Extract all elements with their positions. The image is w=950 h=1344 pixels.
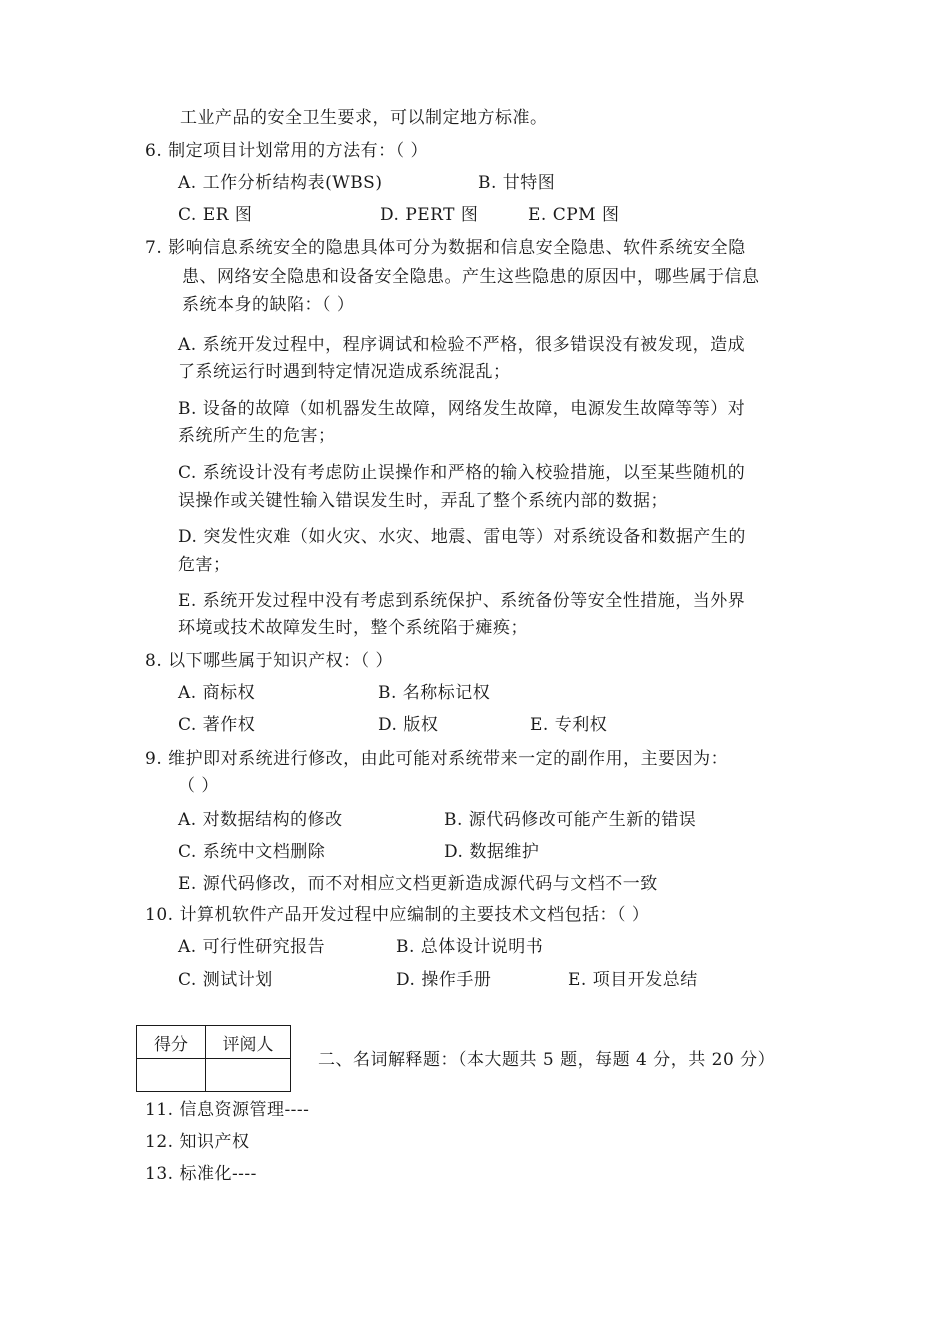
question-10-option-c: C. 测试计划 [178, 970, 273, 990]
question-8-option-e: E. 专利权 [530, 715, 608, 735]
question-8-option-c: C. 著作权 [178, 715, 256, 735]
question-8-stem: 8. 以下哪些属于知识产权：（ ） [145, 651, 394, 671]
question-9-option-b: B. 源代码修改可能产生新的错误 [444, 810, 697, 830]
continuation-text: 工业产品的安全卫生要求，可以制定地方标准。 [180, 108, 548, 128]
question-7-option-e-line2: 环境或技术故障发生时，整个系统陷于瘫痪； [178, 618, 528, 638]
question-6-option-b: B. 甘特图 [478, 173, 556, 193]
score-label: 得分 [137, 1026, 206, 1059]
question-6-option-d: D. PERT 图 [380, 205, 479, 225]
question-9-stem-line1: 9. 维护即对系统进行修改，由此可能对系统带来一定的副作用，主要因为： [145, 749, 729, 769]
question-6-option-c: C. ER 图 [178, 205, 253, 225]
question-9-option-a: A. 对数据结构的修改 [178, 810, 343, 830]
question-9-option-e: E. 源代码修改，而不对相应文档更新造成源代码与文档不一致 [178, 874, 658, 894]
question-11: 11. 信息资源管理---- [145, 1100, 310, 1120]
question-7-option-b-line1: B. 设备的故障（如机器发生故障，网络发生故障，电源发生故障等等）对 [178, 399, 746, 419]
question-10-option-a: A. 可行性研究报告 [178, 937, 326, 957]
question-8-option-b: B. 名称标记权 [378, 683, 491, 703]
question-7-option-d-line1: D. 突发性灾难（如火灾、水灾、地震、雷电等）对系统设备和数据产生的 [178, 527, 746, 547]
question-9-option-c: C. 系统中文档删除 [178, 842, 326, 862]
question-6-stem: 6. 制定项目计划常用的方法有：（ ） [145, 141, 429, 161]
question-7-option-a-line2: 了系统运行时遇到特定情况造成系统混乱； [178, 362, 511, 382]
question-9-option-d: D. 数据维护 [444, 842, 540, 862]
question-7-option-c-line1: C. 系统设计没有考虑防止误操作和严格的输入校验措施，以至某些随机的 [178, 463, 746, 483]
question-10-stem: 10. 计算机软件产品开发过程中应编制的主要技术文档包括：（ ） [145, 905, 650, 925]
question-6-option-e: E. CPM 图 [528, 205, 620, 225]
question-10-option-e: E. 项目开发总结 [568, 970, 698, 990]
question-7-option-a-line1: A. 系统开发过程中，程序调试和检验不严格，很多错误没有被发现，造成 [178, 335, 746, 355]
question-7-option-c-line2: 误操作或关键性输入错误发生时，弄乱了整个系统内部的数据； [178, 491, 668, 511]
score-cell[interactable] [137, 1059, 206, 1092]
question-7-stem-line1: 7. 影响信息系统安全的隐患具体可分为数据和信息安全隐患、软件系统安全隐 [145, 238, 746, 258]
reviewer-label: 评阅人 [206, 1026, 291, 1059]
reviewer-cell[interactable] [206, 1059, 291, 1092]
question-8-option-a: A. 商标权 [178, 683, 256, 703]
question-7-option-e-line1: E. 系统开发过程中没有考虑到系统保护、系统备份等安全性措施，当外界 [178, 591, 746, 611]
question-12: 12. 知识产权 [145, 1132, 250, 1152]
question-7-option-d-line2: 危害； [178, 555, 231, 575]
question-7-stem-line3: 系统本身的缺陷：（ ） [182, 295, 355, 315]
question-6-option-a: A. 工作分析结构表(WBS) [178, 173, 383, 193]
question-9-stem-line2: （ ） [178, 776, 219, 796]
section-2-title: 二、名词解释题：（本大题共 5 题，每题 4 分，共 20 分） [318, 1050, 776, 1070]
score-table [136, 1025, 291, 1092]
question-8-option-d: D. 版权 [378, 715, 439, 735]
question-13: 13. 标准化---- [145, 1164, 257, 1184]
question-7-option-b-line2: 系统所产生的危害； [178, 426, 336, 446]
question-10-option-d: D. 操作手册 [396, 970, 492, 990]
question-7-stem-line2: 患、网络安全隐患和设备安全隐患。产生这些隐患的原因中，哪些属于信息 [182, 267, 760, 287]
question-10-option-b: B. 总体设计说明书 [396, 937, 544, 957]
